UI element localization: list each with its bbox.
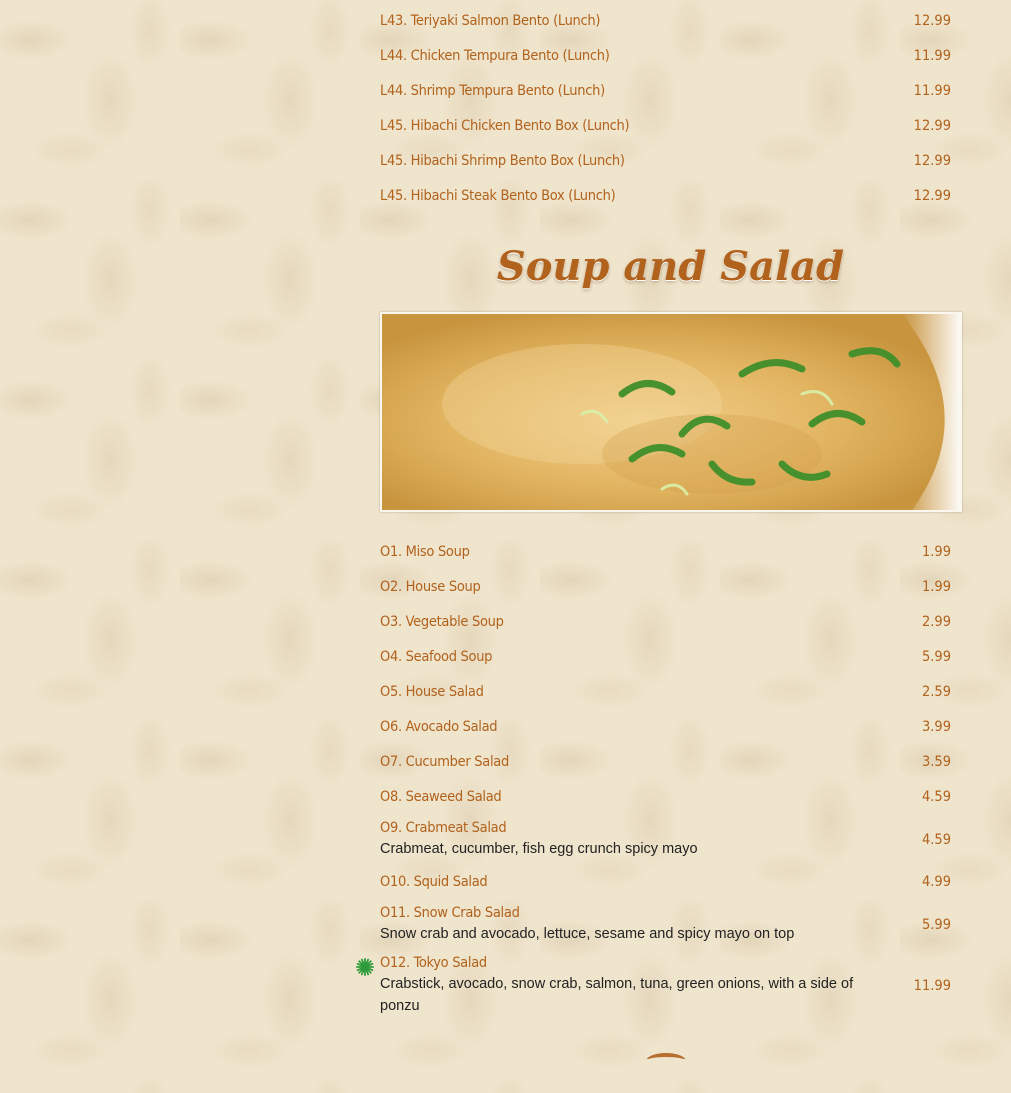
menu-item[interactable] <box>380 569 951 604</box>
menu-item[interactable] <box>380 3 951 38</box>
menu-item[interactable] <box>380 108 951 143</box>
menu-item-price: 4.59 <box>921 788 951 805</box>
soup-salad-list <box>380 534 951 1021</box>
menu-item-price: 11.99 <box>913 82 951 99</box>
menu-item[interactable] <box>380 709 951 744</box>
menu-item-name: O12. Tokyo Salad <box>380 955 487 971</box>
menu-item[interactable] <box>380 639 951 674</box>
menu-item-price: 3.59 <box>921 753 951 770</box>
menu-item-price: 12.99 <box>913 12 951 29</box>
menu-item-name: L45. Hibachi Steak Bento Box (Lunch) <box>380 187 616 204</box>
menu-item[interactable] <box>380 143 951 178</box>
menu-item-price: 2.59 <box>921 683 951 700</box>
menu-item-name: O7. Cucumber Salad <box>380 753 509 770</box>
menu-item-name: L45. Hibachi Shrimp Bento Box (Lunch) <box>380 152 625 169</box>
menu-item-text <box>380 955 880 1017</box>
menu-item-name: O4. Seafood Soup <box>380 648 493 665</box>
miso-soup-photo <box>380 312 962 512</box>
menu-item[interactable] <box>380 178 951 213</box>
menu-item-description: Crabmeat, cucumber, fish egg crunch spicy mayo <box>380 841 698 857</box>
menu-item-price: 5.99 <box>921 917 951 933</box>
menu-item-name: O6. Avocado Salad <box>380 718 498 735</box>
menu-item[interactable] <box>380 779 951 814</box>
menu-item-price: 2.99 <box>921 613 951 630</box>
menu-item-price: 12.99 <box>913 152 951 169</box>
menu-item-text <box>380 905 794 945</box>
menu-item-price: 4.59 <box>921 832 951 848</box>
soup-salad-section <box>380 243 951 1059</box>
menu-item[interactable] <box>380 604 951 639</box>
menu-item-price: 11.99 <box>913 978 951 994</box>
menu-column <box>380 0 951 1059</box>
menu-item-name: L44. Chicken Tempura Bento (Lunch) <box>380 47 610 64</box>
menu-item-price: 12.99 <box>913 117 951 134</box>
starburst-icon <box>356 958 374 976</box>
menu-item-price: 3.99 <box>921 718 951 735</box>
section-title: Soup and Salad <box>496 243 845 290</box>
miso-soup-illustration <box>382 314 960 510</box>
menu-item[interactable] <box>380 814 951 864</box>
menu-item-name: O8. Seaweed Salad <box>380 788 502 805</box>
menu-item[interactable] <box>380 38 951 73</box>
menu-item[interactable] <box>380 864 951 899</box>
menu-item-price: 11.99 <box>913 47 951 64</box>
menu-item[interactable] <box>380 73 951 108</box>
menu-item-name: O5. House Salad <box>380 683 484 700</box>
menu-item[interactable] <box>380 899 951 949</box>
menu-item-name: O3. Vegetable Soup <box>380 613 504 630</box>
menu-item-special[interactable] <box>380 949 951 1021</box>
menu-item-name: O2. House Soup <box>380 578 481 595</box>
menu-item-name: O9. Crabmeat Salad <box>380 820 507 836</box>
menu-item-price: 1.99 <box>921 543 951 560</box>
menu-item[interactable] <box>380 674 951 709</box>
menu-item-price: 5.99 <box>921 648 951 665</box>
menu-item-description: Crabstick, avocado, snow crab, salmon, tuna, green onions, with a side of ponzu <box>380 976 854 1014</box>
menu-item-name: O1. Miso Soup <box>380 543 470 560</box>
menu-item-price: 4.99 <box>921 873 951 890</box>
menu-item-name: O11. Snow Crab Salad <box>380 905 520 921</box>
menu-item-description: Snow crab and avocado, lettuce, sesame and spicy mayo on top <box>380 926 795 942</box>
menu-item-text <box>380 820 698 860</box>
lunch-bento-list <box>380 0 951 213</box>
menu-item[interactable] <box>380 744 951 779</box>
menu-item-price: 12.99 <box>913 187 951 204</box>
menu-item-name: L44. Shrimp Tempura Bento (Lunch) <box>380 82 605 99</box>
next-section-title-peek <box>380 1039 951 1059</box>
menu-item-name: O10. Squid Salad <box>380 873 488 890</box>
menu-item-name: L43. Teriyaki Salmon Bento (Lunch) <box>380 12 601 29</box>
menu-item-price: 1.99 <box>921 578 951 595</box>
menu-item[interactable] <box>380 534 951 569</box>
menu-item-name: L45. Hibachi Chicken Bento Box (Lunch) <box>380 117 630 134</box>
